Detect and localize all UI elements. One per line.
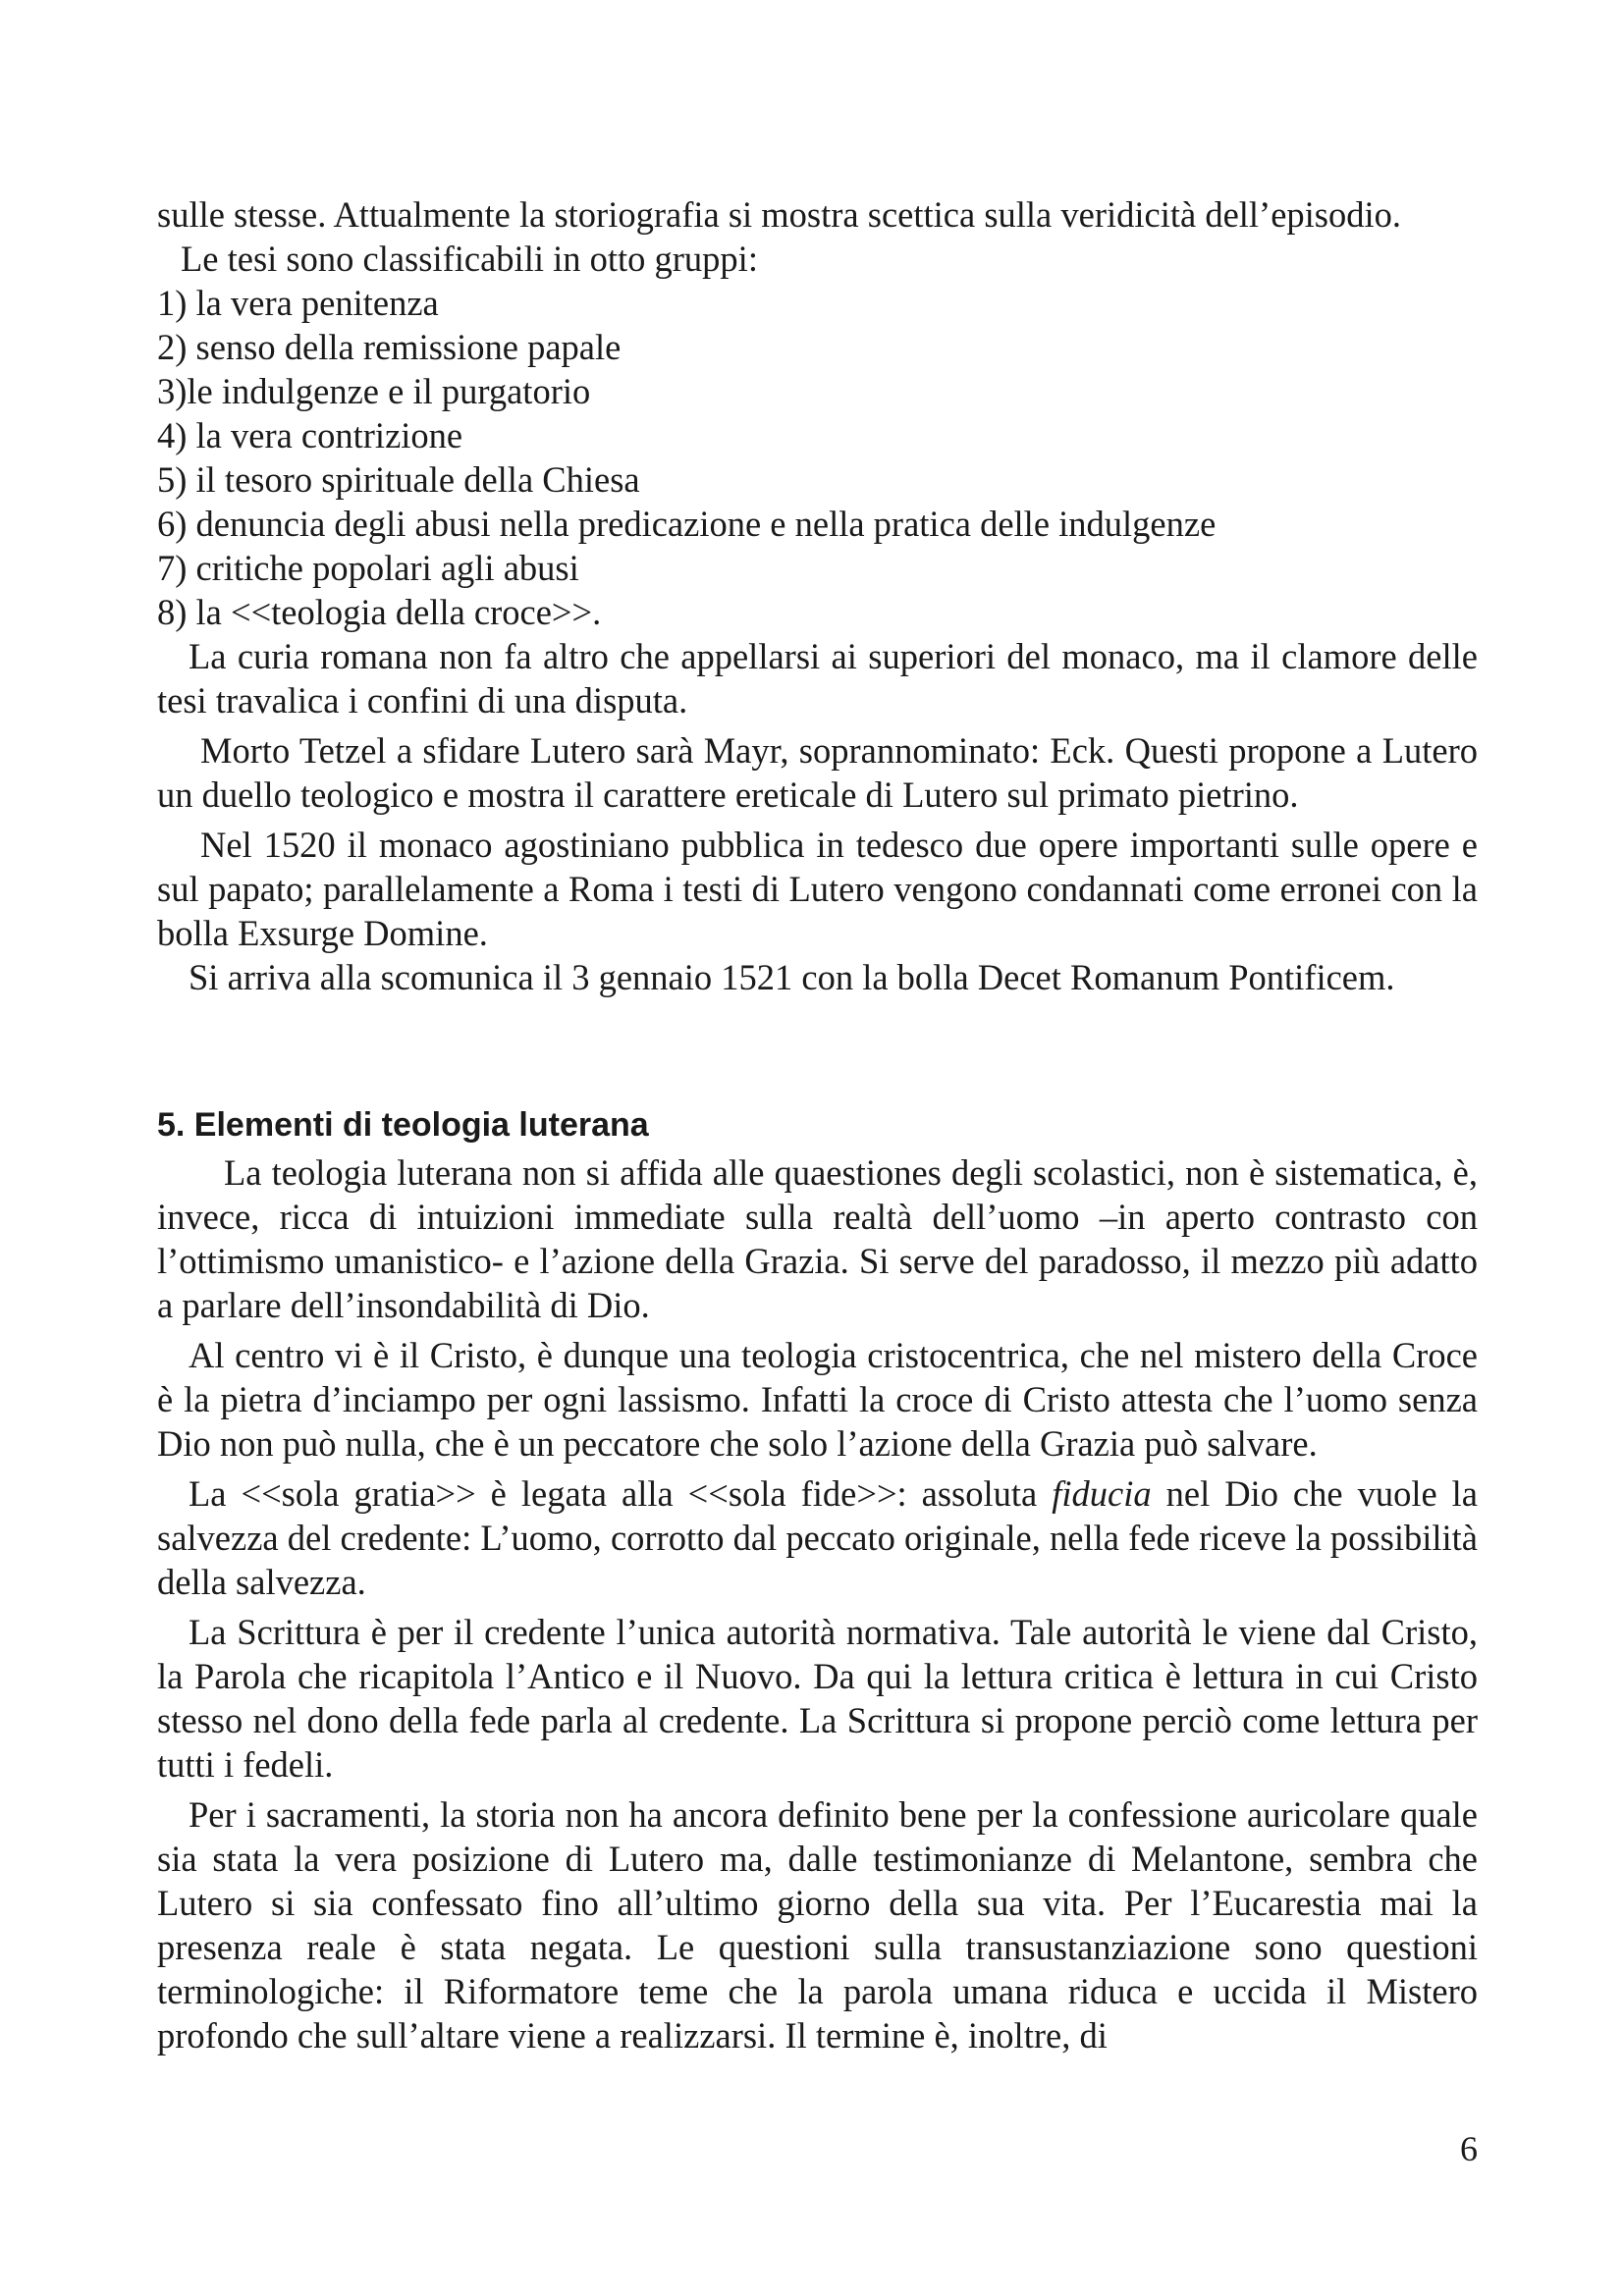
list-item: 3)le indulgenze e il purgatorio: [157, 371, 591, 411]
list-item: 2) senso della remissione papale: [157, 327, 622, 367]
fiducia-italic: fiducia: [1052, 1473, 1152, 1514]
list-item: 7) critiche popolari agli abusi: [157, 548, 579, 588]
section-heading: 5. Elementi di teologia luterana: [157, 1106, 649, 1144]
list-item: 4) la vera contrizione: [157, 415, 463, 455]
list-intro: Le tesi sono classificabili in otto gruppi:: [181, 239, 758, 279]
list-item: 5) il tesoro spirituale della Chiesa: [157, 459, 640, 500]
paragraph-1520: Nel 1520 il monaco agostiniano pubblica in tedesco due opere importanti sulle opere e sul papato; parallelamente a Roma i testi di Lutero vengono condannati come erronei con la bolla Exsurge Domine.: [157, 825, 1478, 953]
section-paragraph-1: La teologia luterana non si affida alle quaestiones degli scolastici, non è sistematica, è, invece, ricca di intuizioni immediate sulla realtà dell’uomo –in aperto contrasto con l’ottimismo umanistico- e l’azione della Grazia. Si serve del paradosso, il mezzo più adatto a parlare dell’insondabilità di Dio.: [157, 1152, 1478, 1325]
document-page: [157, 192, 1478, 2057]
list-item: 6) denuncia degli abusi nella predicazione e nella pratica delle indulgenze: [157, 504, 1217, 544]
section-paragraph-5: Per i sacramenti, la storia non ha ancora definito bene per la confessione auricolare quale sia stata la vera posizione di Lutero ma, dalle testimonianze di Melantone, sembra che Lutero si sia confessato fino all’ultimo giorno della sua vita. Per l’Eucarestia mai la presenza reale è stata negata. Le questioni sulla transustanziazione sono questioni terminologiche: il Riformatore teme che la parola umana riduca e uccida il Mistero profondo che sull’altare viene a realizzarsi. Il termine è, inoltre, di: [157, 1794, 1478, 2056]
paragraph-curia: La curia romana non fa altro che appellarsi ai superiori del monaco, ma il clamore delle tesi travalica i confini di una disputa.: [157, 636, 1478, 721]
section-paragraph-3: [157, 1471, 1478, 1604]
section-paragraph-4: La Scrittura è per il credente l’unica autorità normativa. Tale autorità le viene dal Cristo, la Parola che ricapitola l’Antico e il Nuovo. Da qui la lettura critica è lettura in cui Cristo stesso nel dono della fede parla al credente. La Scrittura si propone perciò come lettura per tutti i fedeli.: [157, 1612, 1478, 1785]
list-item: 1) la vera penitenza: [157, 283, 439, 323]
intro-continuation: sulle stesse. Attualmente la storiografia si mostra scettica sulla veridicità dell’episodio.: [157, 194, 1402, 235]
paragraph-eck: Morto Tetzel a sfidare Lutero sarà Mayr, soprannominato: Eck. Questi propone a Lutero un duello teologico e mostra il carattere ereticale di Lutero sul primato pietrino.: [157, 730, 1478, 815]
section-paragraph-2: Al centro vi è il Cristo, è dunque una teologia cristocentrica, che nel mistero della Croce è la pietra d’inciampo per ogni lassismo. Infatti la croce di Cristo attesta che l’uomo senza Dio non può nulla, che è un peccatore che solo l’azione della Grazia può salvare.: [157, 1335, 1478, 1464]
thesis-groups-list: [157, 281, 1478, 634]
salvezza-text: nel Dio che vuole la salvezza del credente: L’uomo, corrotto dal peccato originale, nella fede riceve la possibilità della salvezza.: [157, 1473, 1478, 1602]
page-number: 6: [1460, 2129, 1478, 2168]
list-item: 8) la <<teologia della croce>>.: [157, 592, 602, 632]
paragraph-scomunica: Si arriva alla scomunica il 3 gennaio 1521 con la bolla Decet Romanum Pontificem.: [189, 957, 1395, 997]
sola-gratia-text: La <<sola gratia>> è legata alla <<sola fide>>: assoluta: [189, 1473, 1053, 1514]
